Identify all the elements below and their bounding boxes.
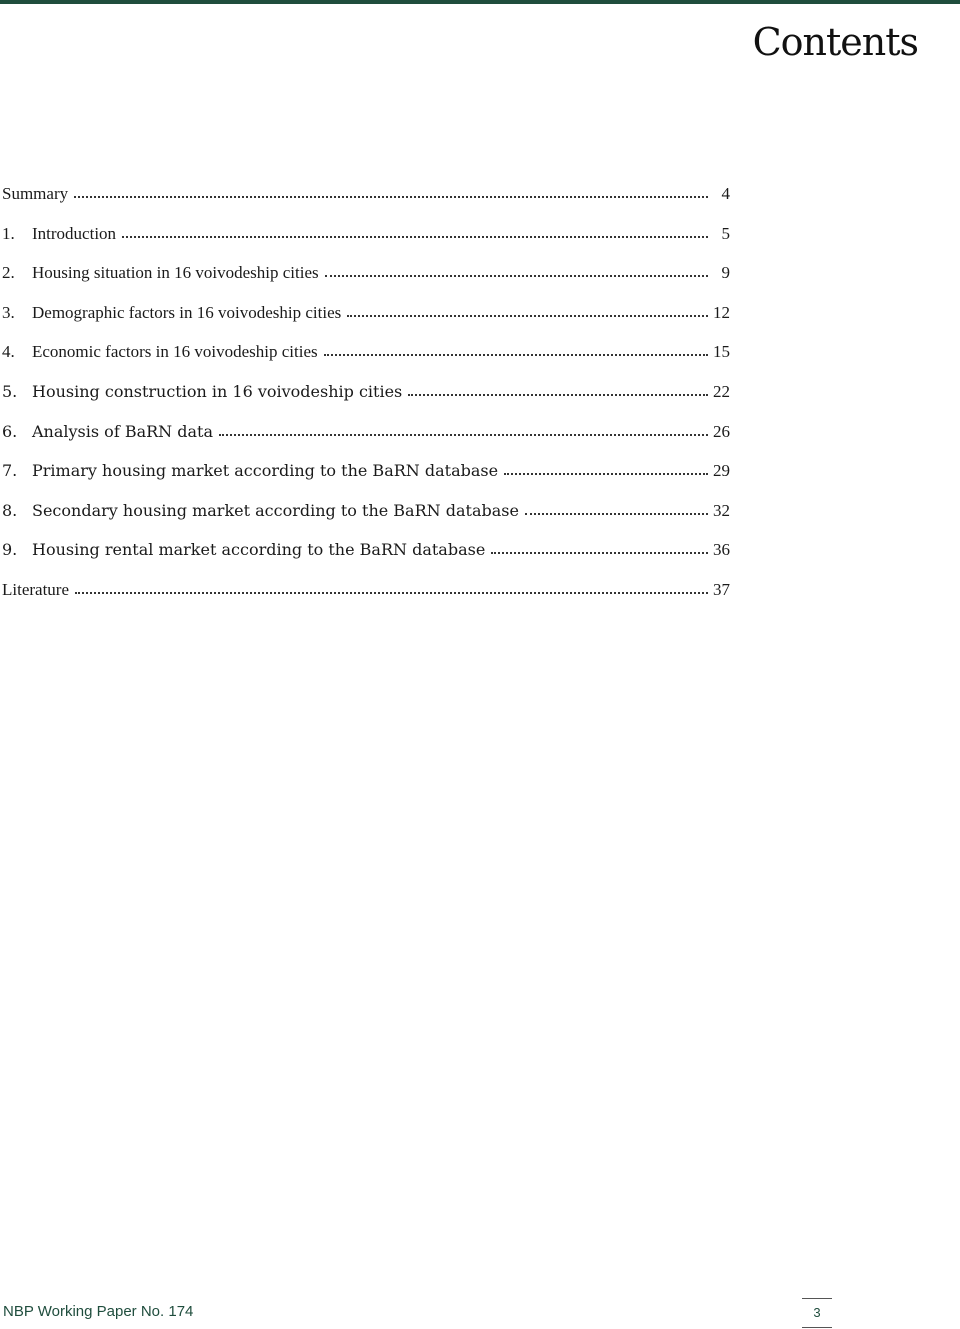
toc-entry-number: 3. [2, 302, 15, 322]
toc-dot-leader [219, 423, 708, 437]
toc-entry-page: 9 [721, 263, 730, 283]
toc-entry-title: Housing construction in 16 voivodeship cities [32, 381, 403, 401]
toc-entry-page: 36 [713, 540, 730, 560]
toc-entry-demographic-factors[interactable] [2, 299, 730, 339]
toc-entry-number: 1. [2, 223, 15, 243]
toc-dot-leader [325, 264, 708, 278]
toc-entry-page: 12 [713, 302, 730, 322]
toc-dot-leader [122, 225, 708, 239]
toc-dot-leader [525, 502, 708, 516]
toc-dot-leader [75, 581, 708, 595]
toc-entry-page: 32 [713, 500, 730, 520]
toc-entry-barn-data[interactable] [2, 418, 730, 458]
toc-entry-introduction[interactable] [2, 220, 730, 260]
toc-entry-number: 7. [2, 461, 18, 481]
toc-dot-leader [347, 304, 708, 318]
footer-series-label: NBP Working Paper No. 174 [3, 1303, 194, 1320]
toc-entry-page: 15 [713, 342, 730, 362]
toc-dot-leader [491, 541, 708, 555]
toc-entry-economic-factors[interactable] [2, 338, 730, 378]
toc-dot-leader [324, 343, 708, 357]
toc-entry-title: Introduction [32, 223, 117, 243]
toc-entry-secondary-market[interactable] [2, 497, 730, 537]
toc-entry-housing-construction[interactable] [2, 378, 730, 418]
toc-entry-title: Literature [2, 579, 70, 599]
toc-entry-page: 4 [721, 184, 730, 203]
toc-dot-leader [408, 383, 708, 397]
toc-entry-title: Analysis of BaRN data [32, 421, 213, 441]
toc-entry-number: 8. [2, 500, 18, 520]
toc-entry-title: Demographic factors in 16 voivodeship cities [32, 302, 342, 322]
toc-entry-number: 6. [2, 421, 18, 441]
toc-entry-summary[interactable] [2, 180, 730, 220]
toc-entry-page: 5 [721, 223, 730, 243]
toc-entry-number: 5. [2, 381, 18, 401]
toc-dot-leader [504, 462, 708, 476]
toc-entry-number: 2. [2, 263, 15, 283]
toc-entry-title: Secondary housing market according to the BaRN database [32, 500, 519, 520]
toc-entry-literature[interactable] [2, 576, 730, 616]
toc-dot-leader [74, 185, 708, 199]
toc-entry-primary-market[interactable] [2, 457, 730, 497]
footer-page-number: 3 [802, 1298, 832, 1328]
top-rule [0, 0, 960, 4]
toc-entry-title: Housing situation in 16 voivodeship cities [32, 263, 319, 283]
toc-entry-number: 9. [2, 540, 18, 560]
toc-entry-page: 26 [713, 421, 730, 441]
toc-entry-title: Primary housing market according to the BaRN database [32, 461, 499, 481]
toc-entry-title: Housing rental market according to the BaRN database [32, 540, 486, 560]
toc-entry-number: 4. [2, 342, 15, 362]
toc-entry-page: 22 [713, 381, 730, 401]
toc-entry-page: 37 [713, 579, 730, 599]
toc-entry-title: Summary [2, 184, 69, 203]
page-title: Contents [752, 20, 918, 64]
toc-entry-rental-market[interactable] [2, 536, 730, 576]
toc-entry-housing-situation[interactable] [2, 259, 730, 299]
table-of-contents [2, 180, 730, 616]
toc-entry-title: Economic factors in 16 voivodeship cities [32, 342, 318, 362]
toc-entry-page: 29 [713, 461, 730, 481]
